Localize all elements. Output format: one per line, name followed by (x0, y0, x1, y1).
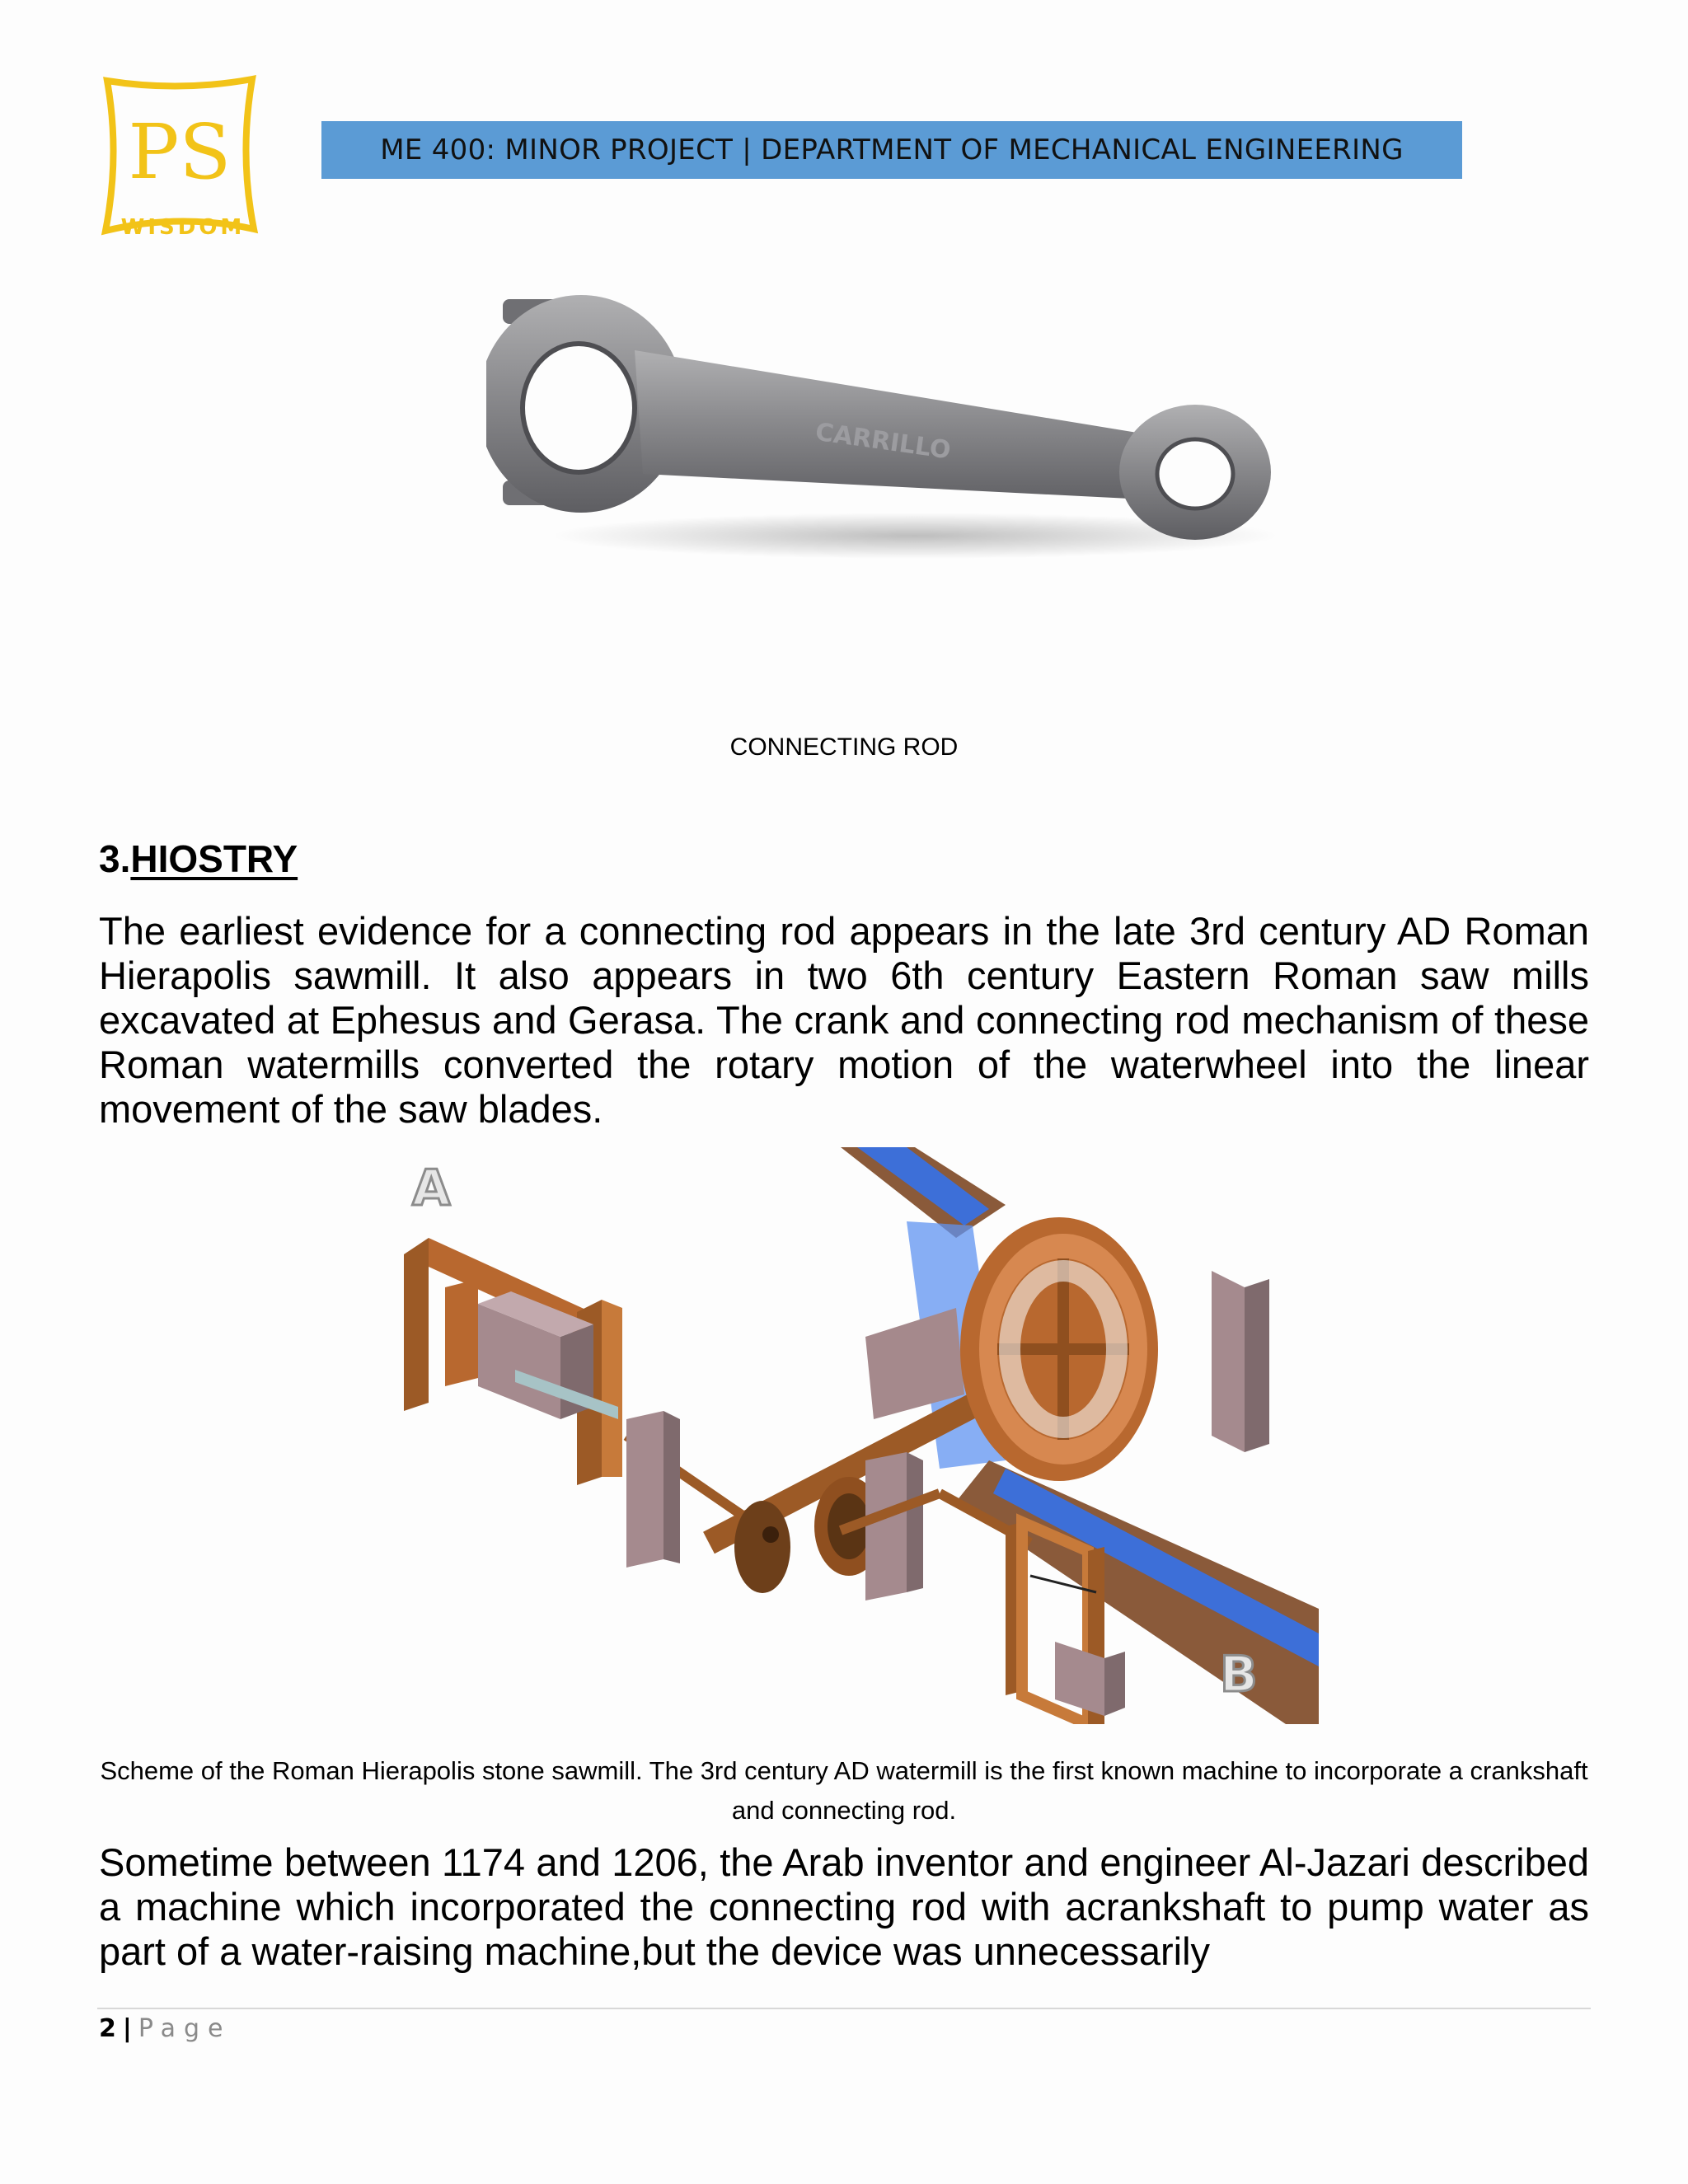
svg-text:WISDOM: WISDOM (120, 215, 246, 240)
connecting-rod-image (486, 284, 1311, 573)
university-logo (97, 73, 262, 246)
history-paragraph-2: Sometime between 1174 and 1206, the Arab inventor and engineer Al-Jazari described a machine which incorporated the connecting rod with acrankshaft to pump water as part of a water-raising machine,but the device was unnecessarily (99, 1840, 1589, 1973)
figure-caption-connecting-rod: CONNECTING ROD (729, 733, 959, 761)
section-title: HIOSTRY (130, 837, 298, 880)
svg-text:A: A (412, 1160, 451, 1217)
svg-text:B: B (1220, 1646, 1258, 1704)
page-label: Page (138, 2014, 232, 2043)
figure-caption-sawmill: Scheme of the Roman Hierapolis stone sawmill. The 3rd century AD watermill is the first known machine to incorporate a crankshaft and connecting rod. (100, 1756, 1588, 1825)
svg-text:PS: PS (128, 108, 232, 196)
header-banner (321, 121, 1462, 179)
footer-divider (97, 2008, 1591, 2009)
page-number: 2 (99, 2014, 116, 2043)
page-footer (99, 2014, 231, 2043)
header-banner-text: ME 400: MINOR PROJECT | DEPARTMENT OF MECHANICAL ENGINEERING (380, 134, 1404, 166)
history-paragraph-1: The earliest evidence for a connecting rod appears in the late 3rd century AD Roman Hierapolis sawmill. It also appears in two 6th century Eastern Roman saw mills excavated at Ephesus and Gerasa. The crank and connecting rod mechanism of these Roman watermills converted the rotary motion of the waterwheel into the linear movement of the saw blades. (99, 909, 1589, 1131)
svg-text:CARRILLO: CARRILLO (814, 417, 953, 466)
section-number: 3. (99, 837, 131, 880)
sawmill-diagram (379, 1147, 1319, 1724)
footer-separator: | (122, 2014, 132, 2043)
section-heading (99, 837, 298, 881)
